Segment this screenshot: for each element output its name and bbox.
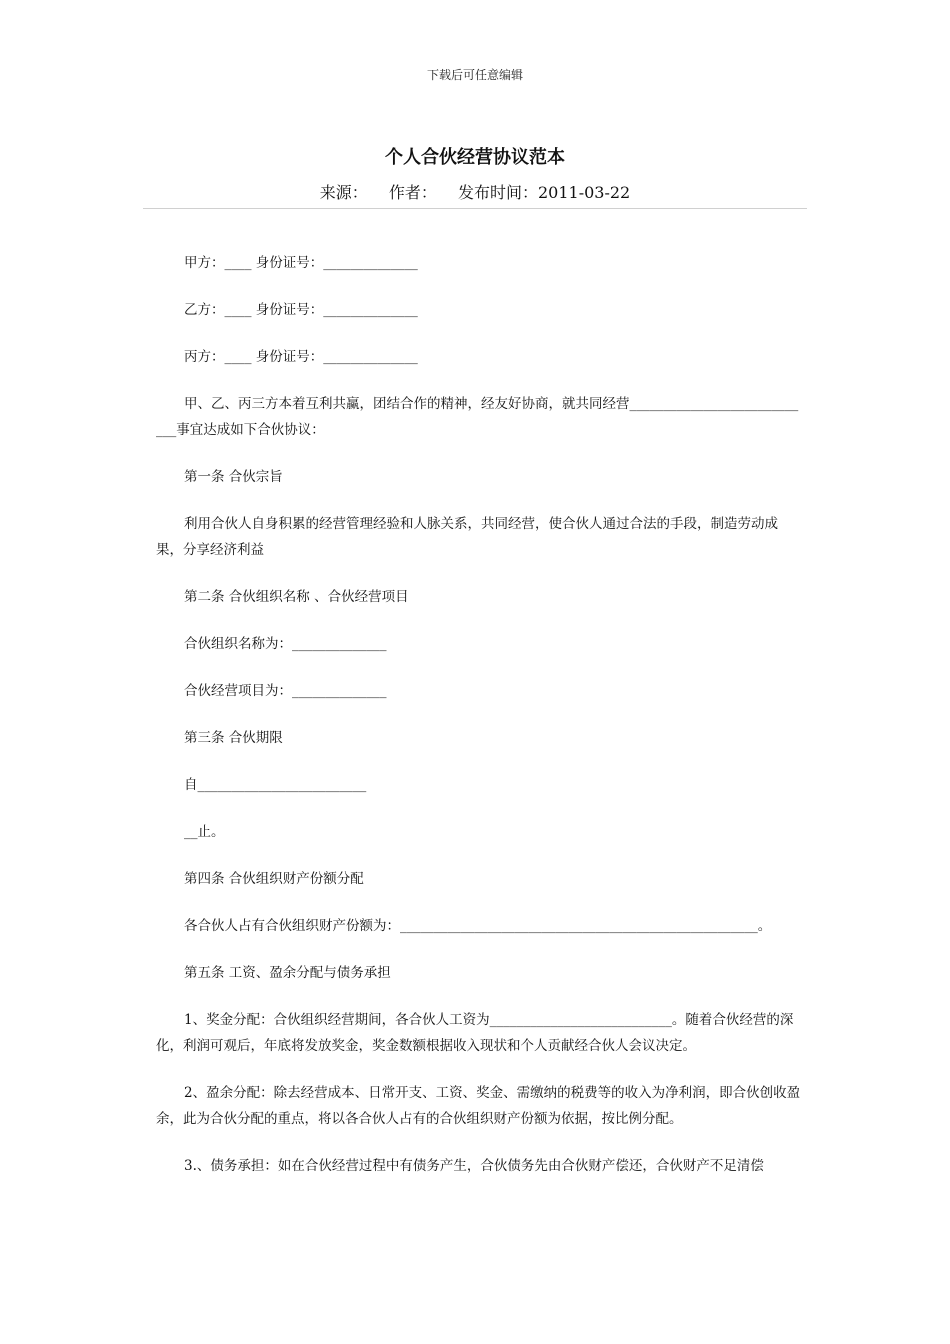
preamble-paragraph: 甲、乙、丙三方本着互利共赢，团结合作的精神，经友好协商，就共同经营____________________________事宜达成如下合伙协议： xyxy=(156,396,799,438)
article-meta xyxy=(0,180,950,203)
title-divider xyxy=(143,208,807,209)
article-4-heading: 第四条 合伙组织财产份额分配 xyxy=(184,871,364,887)
meta-author: 作者： xyxy=(388,183,437,202)
header-note: 下载后可任意编辑 xyxy=(426,68,523,82)
term-start-line: 自_________________________ xyxy=(184,777,367,793)
property-share-line: 各合伙人占有合伙组织财产份额为：_____________________________________________________。 xyxy=(184,918,772,934)
bonus-distribution-paragraph: 1、奖金分配：合伙组织经营期间，各合伙人工资为___________________________。随着合伙经营的深化，利润可观后，年底将发放奖金，奖金数额根据收入现状和个人贡献经合伙人会议决定。 xyxy=(156,1012,794,1054)
article-1-heading: 第一条 合伙宗旨 xyxy=(184,469,283,485)
debt-liability-paragraph: 3.、债务承担：如在合伙经营过程中有债务产生，合伙债务先由合伙财产偿还，合伙财产不足清偿 xyxy=(184,1158,764,1174)
surplus-distribution-paragraph: 2、盈余分配：除去经营成本、日常开支、工资、奖金、需缴纳的税费等的收入为净利润，即合伙创收盈余，此为合伙分配的重点，将以各合伙人占有的合伙组织财产份额为依据，按比例分配。 xyxy=(156,1085,801,1127)
term-end-line: __止。 xyxy=(184,824,225,840)
party-b-line: 乙方：____ 身份证号：______________ xyxy=(184,302,418,318)
party-c-line: 丙方：____ 身份证号：______________ xyxy=(184,349,418,365)
article-2-heading: 第二条 合伙组织名称 、合伙经营项目 xyxy=(184,589,409,605)
document-body xyxy=(156,250,804,1200)
business-project-line: 合伙经营项目为：______________ xyxy=(184,683,387,699)
article-3-heading: 第三条 合伙期限 xyxy=(184,730,283,746)
article-5-heading: 第五条 工资、盈余分配与债务承担 xyxy=(184,965,391,981)
page-title: 个人合伙经营协议范本 xyxy=(385,147,565,168)
partnership-name-line: 合伙组织名称为：______________ xyxy=(184,636,387,652)
party-a-line: 甲方：____ 身份证号：______________ xyxy=(184,255,418,271)
article-1-body: 利用合伙人自身积累的经营管理经验和人脉关系，共同经营，使合伙人通过合法的手段，制造劳动成果，分享经济利益 xyxy=(156,516,778,558)
meta-published: 发布时间：2011-03-22 xyxy=(457,183,631,202)
meta-source: 来源： xyxy=(319,183,368,202)
